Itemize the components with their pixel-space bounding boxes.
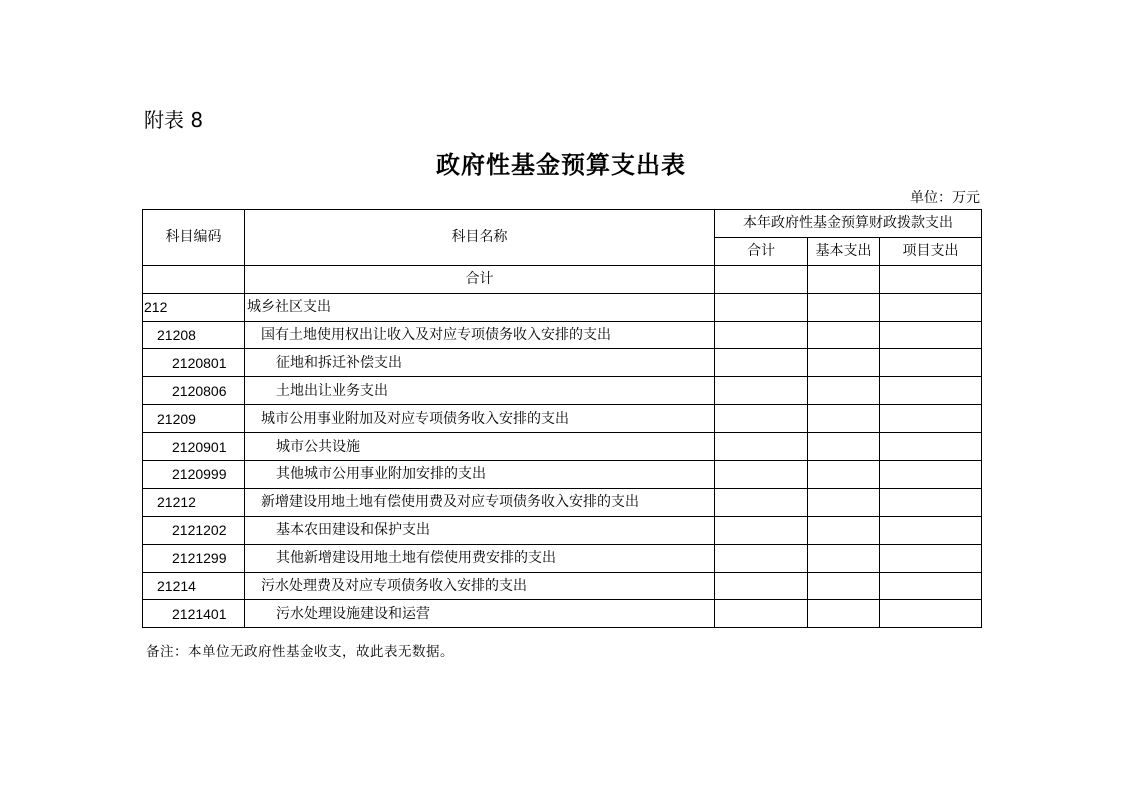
page-title: 政府性基金预算支出表 — [436, 151, 686, 179]
table-row — [143, 321, 982, 349]
row-basic-cell — [808, 488, 880, 516]
row-project-cell — [880, 377, 982, 405]
table-row — [143, 544, 982, 572]
row-code: 212 — [143, 293, 245, 321]
row-code: 2120901 — [143, 433, 245, 461]
row-project-cell — [880, 516, 982, 544]
total-amount-cell — [715, 265, 808, 293]
expenditure-table — [142, 209, 982, 628]
table-row — [143, 461, 982, 489]
table-row — [143, 349, 982, 377]
row-project-cell — [880, 321, 982, 349]
total-basic-cell — [808, 265, 880, 293]
row-project-cell — [880, 293, 982, 321]
row-project-cell — [880, 461, 982, 489]
row-project-cell — [880, 488, 982, 516]
row-code: 2121202 — [143, 516, 245, 544]
row-project-cell — [880, 600, 982, 628]
total-project-cell — [880, 265, 982, 293]
row-code: 2120801 — [143, 349, 245, 377]
table-row — [143, 293, 982, 321]
row-total-cell — [715, 433, 808, 461]
row-basic-cell — [808, 600, 880, 628]
header-total: 合计 — [715, 237, 808, 265]
row-name: 城乡社区支出 — [245, 293, 715, 321]
row-total-cell — [715, 488, 808, 516]
row-code: 21212 — [143, 488, 245, 516]
row-total-cell — [715, 461, 808, 489]
row-project-cell — [880, 405, 982, 433]
row-project-cell — [880, 544, 982, 572]
table-row — [143, 572, 982, 600]
table-row — [143, 488, 982, 516]
table-row — [143, 377, 982, 405]
row-code: 2120999 — [143, 461, 245, 489]
row-project-cell — [880, 349, 982, 377]
row-basic-cell — [808, 377, 880, 405]
row-total-cell — [715, 321, 808, 349]
footnote: 备注：本单位无政府性基金收支，故此表无数据。 — [146, 644, 454, 660]
row-code: 2121299 — [143, 544, 245, 572]
row-code: 2121401 — [143, 600, 245, 628]
row-total-cell — [715, 349, 808, 377]
appendix-label: 附表 8 — [144, 108, 204, 132]
row-total-cell — [715, 572, 808, 600]
row-name: 其他新增建设用地土地有偿使用费安排的支出 — [245, 544, 715, 572]
row-basic-cell — [808, 461, 880, 489]
row-basic-cell — [808, 293, 880, 321]
row-basic-cell — [808, 321, 880, 349]
table-row — [143, 516, 982, 544]
row-basic-cell — [808, 349, 880, 377]
row-total-cell — [715, 600, 808, 628]
row-basic-cell — [808, 516, 880, 544]
row-total-cell — [715, 293, 808, 321]
row-total-cell — [715, 377, 808, 405]
row-code: 2120806 — [143, 377, 245, 405]
header-code: 科目编码 — [143, 210, 245, 266]
unit-label: 单位：万元 — [910, 190, 980, 206]
row-name: 基本农田建设和保护支出 — [245, 516, 715, 544]
header-basic: 基本支出 — [808, 237, 880, 265]
row-basic-cell — [808, 405, 880, 433]
row-total-cell — [715, 544, 808, 572]
row-name: 其他城市公用事业附加安排的支出 — [245, 461, 715, 489]
row-project-cell — [880, 572, 982, 600]
total-label: 合计 — [245, 265, 715, 293]
row-name: 城市公用事业附加及对应专项债务收入安排的支出 — [245, 405, 715, 433]
row-name: 土地出让业务支出 — [245, 377, 715, 405]
row-code: 21208 — [143, 321, 245, 349]
header-project: 项目支出 — [880, 237, 982, 265]
row-name: 城市公共设施 — [245, 433, 715, 461]
row-total-cell — [715, 405, 808, 433]
row-name: 国有土地使用权出让收入及对应专项债务收入安排的支出 — [245, 321, 715, 349]
row-name: 污水处理设施建设和运营 — [245, 600, 715, 628]
row-name: 征地和拆迁补偿支出 — [245, 349, 715, 377]
row-basic-cell — [808, 433, 880, 461]
row-project-cell — [880, 433, 982, 461]
row-basic-cell — [808, 544, 880, 572]
row-total-cell — [715, 516, 808, 544]
row-name: 新增建设用地土地有偿使用费及对应专项债务收入安排的支出 — [245, 488, 715, 516]
table-row — [143, 405, 982, 433]
table-row — [143, 433, 982, 461]
total-row — [143, 265, 982, 293]
header-name: 科目名称 — [245, 210, 715, 266]
total-code-cell — [143, 265, 245, 293]
row-code: 21214 — [143, 572, 245, 600]
row-code: 21209 — [143, 405, 245, 433]
row-basic-cell — [808, 572, 880, 600]
table-row — [143, 600, 982, 628]
row-name: 污水处理费及对应专项债务收入安排的支出 — [245, 572, 715, 600]
header-group: 本年政府性基金预算财政拨款支出 — [715, 210, 982, 238]
